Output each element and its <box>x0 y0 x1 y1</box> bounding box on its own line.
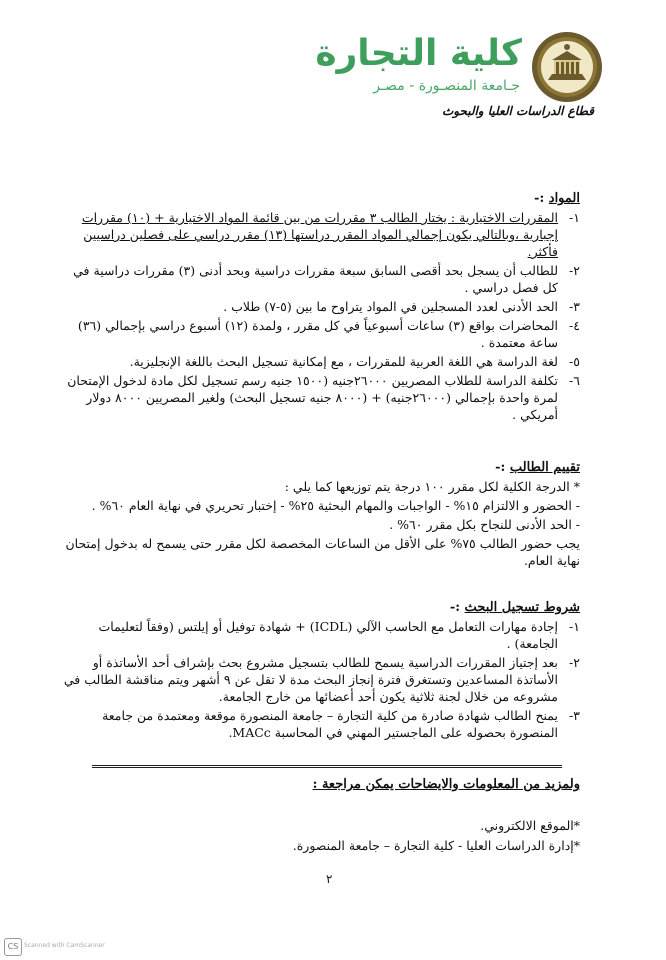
item-number: ١- <box>569 619 580 634</box>
list-item <box>62 262 580 296</box>
courses-title: المواد <box>548 191 580 206</box>
scanner-watermark: Scanned with CamScanner <box>24 942 105 949</box>
list-item <box>62 317 580 351</box>
list-item <box>62 707 580 741</box>
more-info-refs <box>62 817 580 854</box>
header <box>304 30 604 110</box>
item-text: يمنح الطالب شهادة صادرة من كلية التجارة – جامعة المنصورة موقعة ومعتمدة من جامعة المنصورة بحصوله على الماجستير المهني في المحاسبة MACc. <box>102 708 558 740</box>
item-number: ٥- <box>569 354 580 369</box>
item-text: بعد إجتياز المقررات الدراسية يسمح للطالب بتسجيل مشروع بحث بإشراف أحد الأساتذة أو الأساتذة المساعدين وتستغرق فترة إنجاز البحث مدة لا تقل عن ٩ أشهر ويتم مناقشة الطالب في مشروعه من خلال لجنة ثلاثية يكون أحد أعضائها من خارج الجامعة. <box>63 655 558 704</box>
list-item <box>62 353 580 370</box>
research-title: شروط تسجيل البحث <box>464 600 580 615</box>
evaluation-heading <box>62 459 580 476</box>
page-number: ٢ <box>326 872 333 886</box>
item-text: تكلفة الدراسة للطلاب المصريين ٢٦٠٠٠جنيه (١٥٠٠ جنيه رسم تسجيل لكل مادة لدخول الإمتحان لمرة واحدة بإجمالي (٢٦٠٠٠جنيه) + (٨٠٠٠ جنيه تسجيل البحث) ولغير المصريين ٨٠٠٠ دولار أمريكي . <box>67 373 558 422</box>
reference-item: *الموقع الالكتروني. <box>480 818 580 833</box>
research-title-suffix: :- <box>449 600 465 615</box>
item-number: ٣- <box>569 299 580 314</box>
research-heading <box>62 599 580 616</box>
item-number: ٣- <box>569 708 580 723</box>
courses-heading <box>62 190 580 207</box>
university-name: جـامعة المنصـورة - مصـر <box>373 78 520 94</box>
evaluation-line: يجب حضور الطالب ٧٥% على الأقل من الساعات المخصصة لكل مقرر حتى يسمح له بدخول إمتحان نهاية العام. <box>65 536 580 568</box>
college-seal-icon <box>530 30 604 104</box>
list-item <box>62 618 580 652</box>
item-text: لغة الدراسة هي اللغة العربية للمقررات ، مع إمكانية تسجيل البحث باللغة الإنجليزية. <box>129 354 558 369</box>
list-item <box>62 654 580 705</box>
evaluation-title: تقييم الطالب <box>509 460 580 475</box>
item-number: ٢- <box>569 655 580 670</box>
list-item <box>62 298 580 315</box>
research-list <box>62 618 580 741</box>
department-name: قطاع الدراسات العليا والبحوث <box>441 104 594 118</box>
evaluation-line: - الحد الأدنى للنجاح بكل مقرر ٦٠% . <box>389 517 580 532</box>
divider <box>92 765 562 768</box>
item-text: المقررات الاختيارية : يختار الطالب ٣ مقررات من بين قائمة المواد الاختيارية + (١٠) مقررات إجبارية ،وبالتالي يكون إجمالي المواد المقرر دراستها (١٣) مقرر دراسي على فصلين دراسيين فأكثر. <box>81 210 558 259</box>
evaluation-title-suffix: :- <box>495 460 510 475</box>
item-number: ٦- <box>569 373 580 388</box>
camscanner-icon: CS <box>4 938 22 956</box>
evaluation-line: - الحضور و الالتزام ١٥% - الواجبات والمهام البحثية ٢٥% - إختبار تحريري في نهاية العام ٦٠% . <box>91 498 580 513</box>
item-text: إجادة مهارات التعامل مع الحاسب الآلي (ICDL) + شهادة توفيل أو إيلتس (وفقاً لتعليمات الجامعة) . <box>98 619 558 651</box>
item-number: ١- <box>569 210 580 225</box>
list-item <box>62 372 580 423</box>
item-text: الحد الأدنى لعدد المسجلين في المواد يتراوح ما بين (٥-٧) طلاب . <box>223 299 558 314</box>
courses-title-suffix: :- <box>534 191 549 206</box>
document-body <box>62 190 580 857</box>
item-number: ٢- <box>569 263 580 278</box>
item-text: المحاضرات بواقع (٣) ساعات أسبوعياً في كل مقرر ، ولمدة (١٢) أسبوع دراسي بإجمالي (٣٦) ساعة معتمدة . <box>77 318 558 350</box>
item-text: للطالب أن يسجل بحد أقصى السابق سبعة مقررات دراسية وبحد أدنى (٣) مقررات دراسية في كل فصل دراسي . <box>73 263 558 295</box>
evaluation-block <box>62 478 580 569</box>
item-number: ٤- <box>569 318 580 333</box>
courses-list <box>62 209 580 423</box>
list-item <box>62 209 580 260</box>
evaluation-line: * الدرجة الكلية لكل مقرر ١٠٠ درجة يتم توزيعها كما يلي : <box>284 479 580 494</box>
more-info-title: ولمزيد من المعلومات والايضاحات يمكن مراجعة : <box>312 777 580 792</box>
college-name: كلية التجارة <box>315 33 522 74</box>
reference-item: *إدارة الدراسات العليا - كلية التجارة – جامعة المنصورة. <box>292 838 580 853</box>
